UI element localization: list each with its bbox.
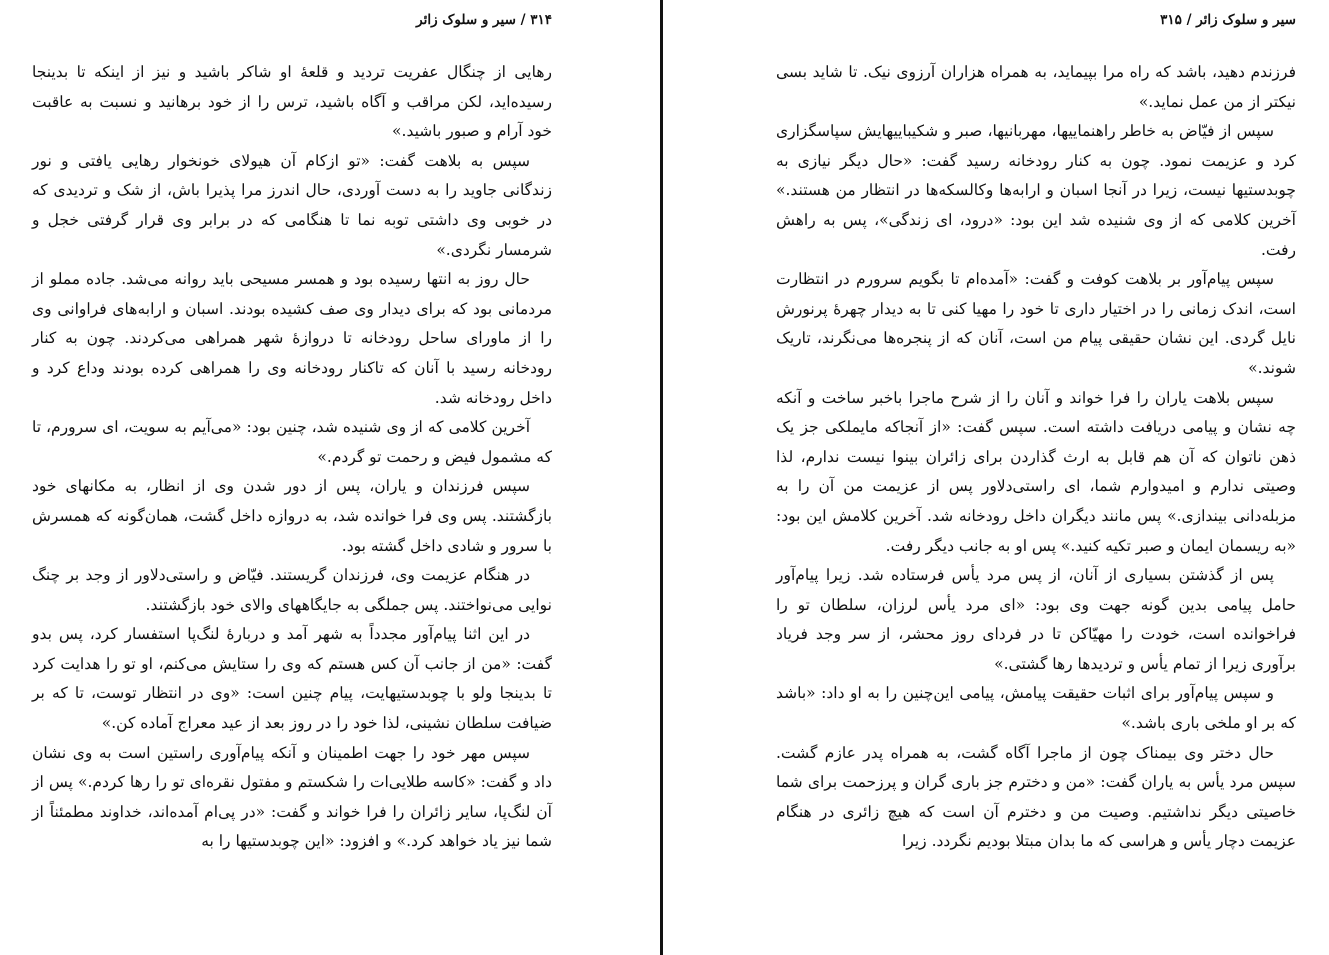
left-page (32, 0, 552, 955)
page-gutter-divider (660, 0, 663, 955)
right-page (776, 0, 1296, 955)
left-paragraph-6: در هنگام عزیمت وی، فرزندان گریستند. فیّاض و راستی‌دلاور از وجد بر چنگ نوایی می‌نواختند. پس جملگی به جایگاههای والای خود بازگشتند. (32, 566, 552, 614)
right-page-header: سیر و سلوک زائر / ۳۱۵ (1160, 12, 1296, 28)
right-page-body (776, 58, 1296, 857)
right-paragraph-7: حال دختر وی بیمناک چون از ماجرا آگاه گشت، به همراه پدر عازم گشت. سپس مرد یأس به یاران گفت: «من و دخترم جز باری گران و پرزحمت برای شما خاصیتی دیگر نداشتیم. وصیت من و دخترم آن است که هیچ زائری در هنگام عزیمت دچار یأس و هراسی که ما بدان مبتلا بودیم نگردد. زیرا (776, 743, 1296, 851)
left-paragraph-7: در این اثنا پیام‌آور مجدداً به شهر آمد و دربارهٔ لنگ‌پا استفسار کرد، پس بدو گفت: «من از جانب آن کس هستم که وی را ستایش می‌کنم، او تو را هدایت کرد تا بدینجا ولو با چوبدستیهایت، پیام چنین است: «وی در انتظار توست، تا که بر ضیافت سلطان نشینی، لذا خود را در روز بعد از عید معراج آماده کن.» (32, 625, 552, 733)
right-paragraph-1: فرزندم دهید، باشد که راه مرا بپیماید، به همراه هزاران آرزوی نیک. تا شاید بسی نیکتر از من عمل نماید.» (776, 63, 1296, 111)
right-paragraph-6: و سپس پیام‌آور برای اثبات حقیقت پیامش، پیامی این‌چنین را به او داد: «باشد که بر او ملخی باری باشد.» (776, 684, 1296, 733)
left-paragraph-8: سپس مهر خود را جهت اطمینان و آنکه پیام‌آوری راستین است به وی نشان داد و گفت: «کاسه طلایی‌ات را شکستم و مفتول نقره‌ای تو را رها کردم.» پس از آن لنگ‌پا، سایر زائران را فرا خواند و گفت: «در پی‌ام آمده‌اند، خداوند مطمئناً از شما نیز یاد خواهد کرد.» و افزود: «این چوبدستیها را به (32, 743, 552, 851)
right-paragraph-2: سپس از فیّاض به خاطر راهنماییها، مهربانیها، صبر و شکیباییهایش سپاسگزاری کرد و عزیمت نمود. چون به کنار رودخانه رسید گفت: «حال دیگر نیازی به چوبدستیها نیست، زیرا در آنجا اسبان و ارابه‌ها وکالسکه‌ها در انتظار من هستند.» آخرین کلامی که از وی شنیده شد این بود: «درود، ای زندگی»، پس به راهش رفت. (776, 122, 1296, 259)
left-paragraph-4: آخرین کلامی که از وی شنیده شد، چنین بود: «می‌آیم به سویت، ای سرورم، تا که مشمول فیض و رحمت تو گردم.» (32, 418, 552, 466)
left-page-body (32, 58, 552, 857)
left-page-header: ۳۱۴ / سیر و سلوک زائر (416, 12, 552, 28)
left-paragraph-1: رهایی از چنگال عفریت تردید و قلعهٔ او شاکر باشید و نیز از اینکه تا بدینجا رسیده‌اید، لکن مراقب و آگاه باشید، ترس را از خود برهانید و نسبت به عاقبت خود آرام و صبور باشید.» (32, 63, 552, 141)
right-paragraph-4: سپس بلاهت یاران را فرا خواند و آنان را از شرح ماجرا باخبر ساخت و آنکه چه نشان و پیامی دریافت داشته است. سپس گفت: «از آنجاکه مایملکی جز یک ذهن ناتوان که آن هم قابل به ارث گذاردن برای زائران بینوا نیست ندارم، لذا وصیتی ندارم و امیدوارم شما، ای راستی‌دلاور پس از عزیمت من آن را به مزبله‌دانی بیندازی.» پس مانند دیگران داخل رودخانه شد. آخرین کلامش این بود: «به ریسمان ایمان و صبر تکیه کنید.» پس او به جانب دیگر رفت. (776, 388, 1296, 555)
left-paragraph-2: سپس به بلاهت گفت: «تو ازکام آن هیولای خونخوار رهایی یافتی و نور زندگانی جاوید را به دست آوردی، حال اندرز مرا پذیرا باش، از شک و تردیدی که در خوبی وی داشتی توبه نما تا هنگامی که در برابر وی قرار گرفتی خجل و شرمسار نگردی.» (32, 151, 552, 259)
right-paragraph-5: پس از گذشتن بسیاری از آنان، از پس مرد یأس فرستاده شد. زیرا پیام‌آور حامل پیامی بدین گونه جهت وی بود: «ای مرد یأس لرزان، سلطان تو را فراخوانده است، خودت را مهیّاکن تا در فردای روز محشر، از سر وجد فریاد برآوری زیرا از تمام یأس و تردیدها رها گشتی.» (776, 566, 1296, 673)
right-paragraph-3: سپس پیام‌آور بر بلاهت کوفت و گفت: «آمده‌ام تا بگویم سرورم در انتظارت است، اندک زمانی را در اختیار داری تا خود را مهیا کنی تا به دیدار چهرهٔ پرنورش نایل گردی. این نشان حقیقی پیام من است، آنان که از پنجره‌ها می‌نگرند، تاریک شوند.» (776, 270, 1296, 377)
left-paragraph-5: سپس فرزندان و یاران، پس از دور شدن وی از انظار، به مکانهای خود بازگشتند. پس وی فرا خوانده شد، به دروازه داخل گشت، همان‌گونه که همسرش با سرور و شادی داخل گشته بود. (32, 477, 552, 555)
left-paragraph-3: حال روز به انتها رسیده بود و همسر مسیحی باید روانه می‌شد. جاده مملو از مردمانی بود که برای دیدار وی صف کشیده بودند. اسبان و ارابه‌های فراوانی وی را از ماورای ساحل رودخانه تا دروازهٔ شهر همراهی می‌کردند. چون به کنار رودخانه رسید با آنان که تاکنار رودخانه وی را همراهی کرده بودند وداع کرد و داخل رودخانه شد. (32, 270, 552, 407)
